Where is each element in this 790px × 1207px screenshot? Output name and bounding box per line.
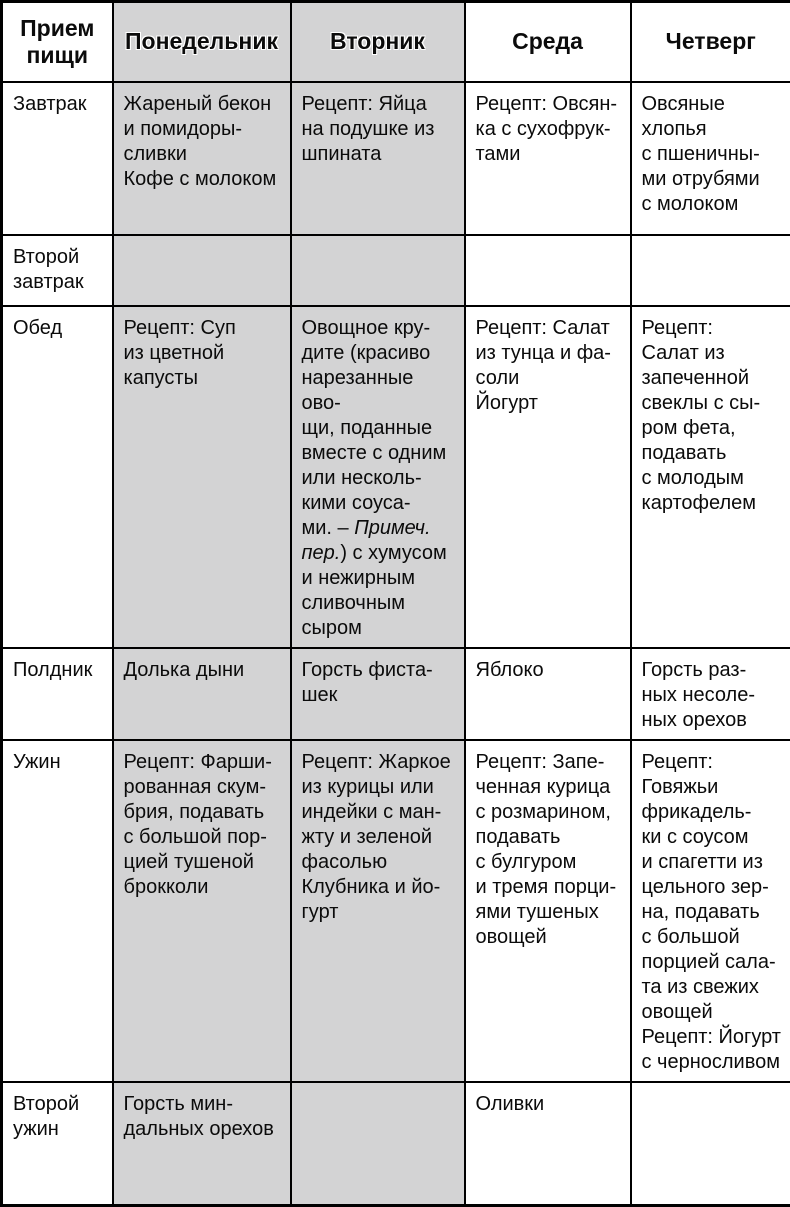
row-label-second-breakfast: Второй завтрак <box>2 235 113 306</box>
header-cell-thursday: Четверг <box>631 2 790 82</box>
cell-lunch-tuesday: Овощное кру- дите (красиво нарезанные ово- щи, поданные вместе с одним или несколь- кими соуса- ми. – Примеч. пер.) с хумусом и нежирным сливочным сыром <box>291 306 465 648</box>
header-cell-meal: Прием пищи <box>2 2 113 82</box>
cell-second-dinner-wednesday: Оливки <box>465 1082 631 1206</box>
cell-breakfast-monday: Жареный бекон и помидоры- сливки Кофе с молоком <box>113 82 291 235</box>
cell-second-breakfast-monday <box>113 235 291 306</box>
cell-dinner-wednesday: Рецепт: Запе- ченная курица с розмарином, подавать с булгуром и тремя порци- ями тушеных овощей <box>465 740 631 1082</box>
cell-afternoon-snack-monday: Долька дыни <box>113 648 291 740</box>
cell-breakfast-tuesday: Рецепт: Яйца на подушке из шпината <box>291 82 465 235</box>
row-second-dinner <box>2 1082 790 1206</box>
row-label-breakfast: Завтрак <box>2 82 113 235</box>
cell-breakfast-thursday: Овсяные хлопья с пшеничны- ми отрубями с молоком <box>631 82 790 235</box>
row-dinner <box>2 740 790 1082</box>
cell-second-dinner-thursday <box>631 1082 790 1206</box>
cell-second-dinner-monday: Горсть мин- дальных орехов <box>113 1082 291 1206</box>
cell-second-breakfast-thursday <box>631 235 790 306</box>
cell-second-breakfast-wednesday <box>465 235 631 306</box>
cell-afternoon-snack-thursday: Горсть раз- ных несоле- ных орехов <box>631 648 790 740</box>
row-label-dinner: Ужин <box>2 740 113 1082</box>
row-label-second-dinner: Второй ужин <box>2 1082 113 1206</box>
header-row <box>2 2 790 82</box>
header-cell-monday: Понедельник <box>113 2 291 82</box>
header-cell-wednesday: Среда <box>465 2 631 82</box>
cell-lunch-wednesday: Рецепт: Салат из тунца и фа- соли Йогурт <box>465 306 631 648</box>
cell-lunch-monday: Рецепт: Суп из цветной капусты <box>113 306 291 648</box>
cell-second-dinner-tuesday <box>291 1082 465 1206</box>
cell-dinner-tuesday: Рецепт: Жаркое из курицы или индейки с ман- жту и зеленой фасолью Клубника и йо- гурт <box>291 740 465 1082</box>
cell-second-breakfast-tuesday <box>291 235 465 306</box>
row-afternoon-snack <box>2 648 790 740</box>
cell-afternoon-snack-wednesday: Яблоко <box>465 648 631 740</box>
row-second-breakfast <box>2 235 790 306</box>
cell-dinner-monday: Рецепт: Фарши- рованная скум- брия, подавать с большой пор- цией тушеной брокколи <box>113 740 291 1082</box>
cell-afternoon-snack-tuesday: Горсть фиста- шек <box>291 648 465 740</box>
row-label-afternoon-snack: Полдник <box>2 648 113 740</box>
header-cell-tuesday: Вторник <box>291 2 465 82</box>
cell-breakfast-wednesday: Рецепт: Овсян- ка с сухофрук- тами <box>465 82 631 235</box>
row-lunch <box>2 306 790 648</box>
cell-dinner-thursday: Рецепт: Говяжьи фрикадель- ки с соусом и спагетти из цельного зер- на, подавать с большой порцией сала- та из свежих овощей Рецепт: Йогурт с черносливом <box>631 740 790 1082</box>
cell-lunch-thursday: Рецепт: Салат из запеченной свеклы с сы- ром фета, подавать с молодым картофелем <box>631 306 790 648</box>
row-breakfast <box>2 82 790 235</box>
row-label-lunch: Обед <box>2 306 113 648</box>
